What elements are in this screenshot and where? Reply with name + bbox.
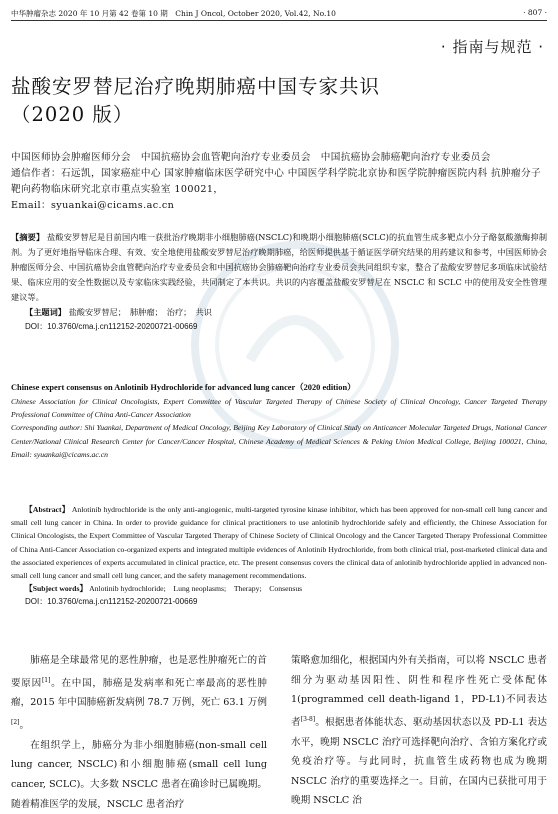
article-title [11, 73, 380, 129]
citation-ref[interactable]: [1] [41, 676, 51, 684]
body-paragraph-2: 在组织学上，肺癌分为非小细胞肺癌(non-small cell lung cancer, NSCLC)和小细胞肺癌(small cell lung cancer, SCLC)。大多数 NSCLC 患者在确诊时已属晚期。随着精准医学的发展，NSCLC 患者治疗 [11, 739, 267, 810]
body-paragraph-continued: 策略愈加细化，根据国内外有关指南，可以将 NSCLC 患者细分为驱动基因阳性、阴性和程序性死亡受体配体 1(programmed cell death-ligand 1，PD-L1)不同表达者[3-8]。根据患者体能状态、驱动基因状态以及 PD-L1 表达水平，晚期 NSCLC 治疗可选择靶向治疗、含铂方案化疗或免疫治疗等。与此同时，抗血管生成药物也成为晚期 NSCLC 治疗的重要选择之一。目前，在国内已获批可用于晚期 NSCLC 治 [291, 655, 548, 807]
doi-english: DOI：10.3760/cma.j.cn112152-20200721-00669 [25, 597, 198, 607]
title-line-1: 盐酸安罗替尼治疗晚期肺癌中国专家共识 [11, 75, 381, 98]
section-label: · 指南与规范 · [440, 38, 544, 56]
citation-ref[interactable]: [3-8] [300, 715, 316, 723]
english-authors: Chinese Association for Clinical Oncologists, Expert Committee of Vascular Targeted Therapy of Chinese Society of Clinical Oncology, Cancer Targeted Therapy Professional Committee of China Anti-Cancer Association [11, 397, 547, 420]
english-abstract-label: 【Abstract】 [25, 505, 70, 514]
english-keywords-label: 【Subject words】 [25, 584, 88, 594]
chinese-abstract [11, 230, 547, 334]
keywords-label: 【主题词】 [25, 307, 66, 317]
english-keywords-text: Anlotinib hydrochloride; Lung neoplasms; Therapy; Consensus [89, 584, 303, 594]
author-block [11, 150, 547, 214]
english-abstract [11, 503, 547, 609]
title-line-2: （2020 版） [11, 103, 134, 126]
body-column-right [291, 651, 547, 811]
english-abstract-text: Anlotinib hydrochloride is the only anti-angiogenic, multi-targeted tyrosine kinase inhibitor, which has been approved for non-small cell lung cancer and small cell lung cancer in China. In order to provide guidance for clinical practitioners to use anlotinib hydrochloride safely and efficiently, the Chinese Association for Clinical Oncologists, the Expert Committee of Vascular Targeted Therapy of Chinese Society of Clinical Oncology and the Cancer Targeted Therapy Professional Committee of China Anti-Cancer Association co-organized experts and integrated multiple evidences of Anlotinib Hydrochloride, from both clinical trial, post-marketed clinical data and the associated experiences of experts accumulated in clinical practice, etc. The present consensus covers the clinical data of anlotinib hydrochloride applied in advanced non-small cell lung cancer and small cell lung cancer, and the safety management recommendations. [11, 505, 547, 581]
abstract-text: 盐酸安罗替尼是目前国内唯一获批治疗晚期非小细胞肺癌(NSCLC)和晚期小细胞肺癌(SCLC)的抗血管生成多靶点小分子酪氨酸激酶抑制剂。为了更好地指导临床合理、有效、安全地使用盐酸安罗替尼治疗晚期肺癌，给医师提供基于循证医学研究结果的用药建议和参考，中国医师协会肿瘤医师分会、中国抗癌协会血管靶向治疗专业委员会和中国抗癌协会肺癌靶向治疗专业委员会共同组织专家，整合了盐酸安罗替尼多项临床试验结果、临床应用的安全性数据以及专家临床实践经验，共同制定了本共识。共识的内容覆盖盐酸安罗替尼在 NSCLC 和 SCLC 中的使用及安全性管理建议等。 [11, 232, 548, 302]
doi-chinese: DOI：10.3760/cma.j.cn112152-20200721-00669 [25, 322, 198, 331]
corresponding-author: 通信作者：石远凯，国家癌症中心 国家肿瘤临床医学研究中心 中国医学科学院北京协和医学院肿瘤医院内科 抗肿瘤分子靶向药物临床研究北京市重点实验室 100021， [11, 168, 542, 195]
citation-ref[interactable]: [2] [11, 718, 20, 726]
page-number: · 807 · [523, 8, 547, 17]
author-email: Email：syuankai@cicams.ac.cn [11, 200, 175, 211]
abstract-label: 【摘要】 [11, 232, 45, 242]
keywords-text: 盐酸安罗替尼； 肺肿瘤； 治疗； 共识 [68, 307, 212, 317]
running-header [11, 8, 547, 21]
body-column-left [11, 651, 267, 814]
author-organizations: 中国医师协会肿瘤医师分会 中国抗癌协会血管靶向治疗专业委员会 中国抗癌协会肺癌靶向治疗专业委员会 [11, 152, 491, 163]
body-paragraph-1: 肺癌是全球最常见的恶性肿瘤，也是恶性肿瘤死亡的首要原因[1]。在中国，肺癌是发病率和死亡率最高的恶性肿瘤，2015 年中国肺癌新发病例 78.7 万例，死亡 63.1 万例[2]。 [11, 655, 267, 732]
english-author-block [11, 395, 547, 461]
english-corresponding-author: Corresponding author: Shi Yuankai, Department of Medical Oncology, Beijing Key Laboratory of Clinical Study on Anticancer Molecular Targeted Drugs, National Cancer Center/National Clinical Research Center for Cancer/Cancer Hospital, Chinese Academy of Medical Sciences & Peking Union Medical College, Beijing 100021, China, Email: syuankai@cicams.ac.cn [11, 423, 547, 459]
english-title: Chinese expert consensus on Anlotinib Hydrochloride for advanced lung cancer（2020 edition） [11, 383, 356, 392]
journal-citation: 中华肿瘤杂志 2020 年 10 月第 42 卷第 10 期 Chin J Oncol, October 2020, Vol.42, No.10 [11, 9, 336, 18]
